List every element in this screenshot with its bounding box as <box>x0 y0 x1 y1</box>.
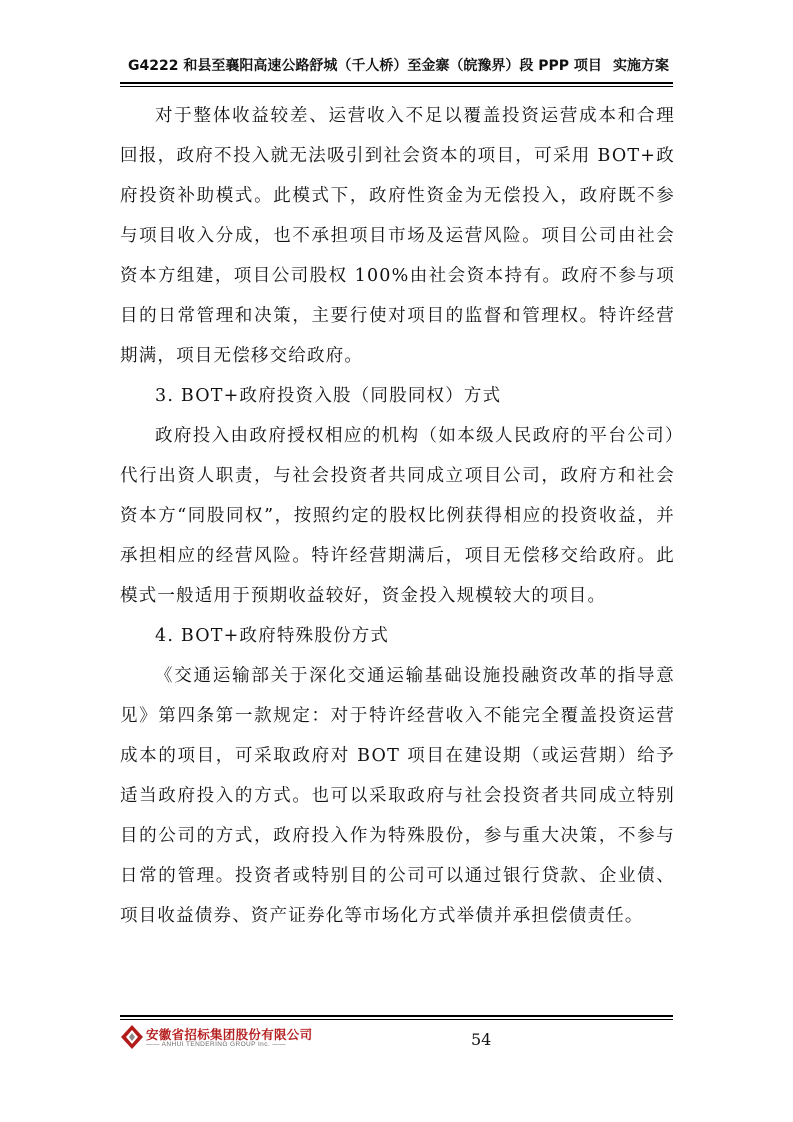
page-number: 54 <box>471 1030 492 1049</box>
header-rule-thin <box>120 86 673 87</box>
company-name-cn: 安徽省招标集团股份有限公司 <box>146 1027 313 1042</box>
page-header <box>120 55 673 77</box>
header-title: G4222 和县至襄阳高速公路舒城（千人桥）至金寨（皖豫界）段 PPP 项目 <box>128 58 602 74</box>
company-name-en: —— ANHUI TENDERING GROUP Inc. —— <box>146 1041 287 1048</box>
paragraph: 对于整体收益较差、运营收入不足以覆盖投资运营成本和合理回报，政府不投入就无法吸引到社会资本的项目，可采用 BOT+政府投资补助模式。此模式下，政府性资金为无偿投入，政府既不参与项目收入分成，也不承担项目市场及运营风险。项目公司由社会资本方组建，项目公司股权 100%由社会资本持有。政府不参与项目的日常管理和决策，主要行使对项目的监督和管理权。特许经营期满，项目无偿移交给政府。 <box>120 106 675 366</box>
paragraph: 政府投入由政府授权相应的机构（如本级人民政府的平台公司）代行出资人职责，与社会投资者共同成立项目公司，政府方和社会资本方“同股同权”，按照约定的股权比例获得相应的投资收益，并承担相应的经营风险。特许经营期满后，项目无偿移交给政府。此模式一般适用于预期收益较好，资金投入规模较大的项目。 <box>120 426 675 606</box>
company-logo <box>120 1024 330 1052</box>
section-heading: 4. BOT+政府特殊股份方式 <box>155 626 390 646</box>
body-text <box>120 96 675 936</box>
header-doc-type: 实施方案 <box>613 58 669 74</box>
footer-rule-thick <box>120 1015 673 1017</box>
section-heading: 3. BOT+政府投资入股（同股同权）方式 <box>155 386 502 406</box>
footer-rule-thin <box>120 1019 673 1020</box>
header-rule-thick <box>120 82 673 84</box>
logo-mark-icon <box>120 1024 144 1050</box>
paragraph: 《交通运输部关于深化交通运输基础设施投融资改革的指导意见》第四条第一款规定：对于特许经营收入不能完全覆盖投资运营成本的项目，可采取政府对 BOT 项目在建设期（或运营期）给予适当政府投入的方式。也可以采取政府与社会投资者共同成立特别目的公司的方式，政府投入作为特殊股份，参与重大决策，不参与日常的管理。投资者或特别目的公司可以通过银行贷款、企业债、项目收益债券、资产证券化等市场化方式举债并承担偿债责任。 <box>120 666 675 926</box>
